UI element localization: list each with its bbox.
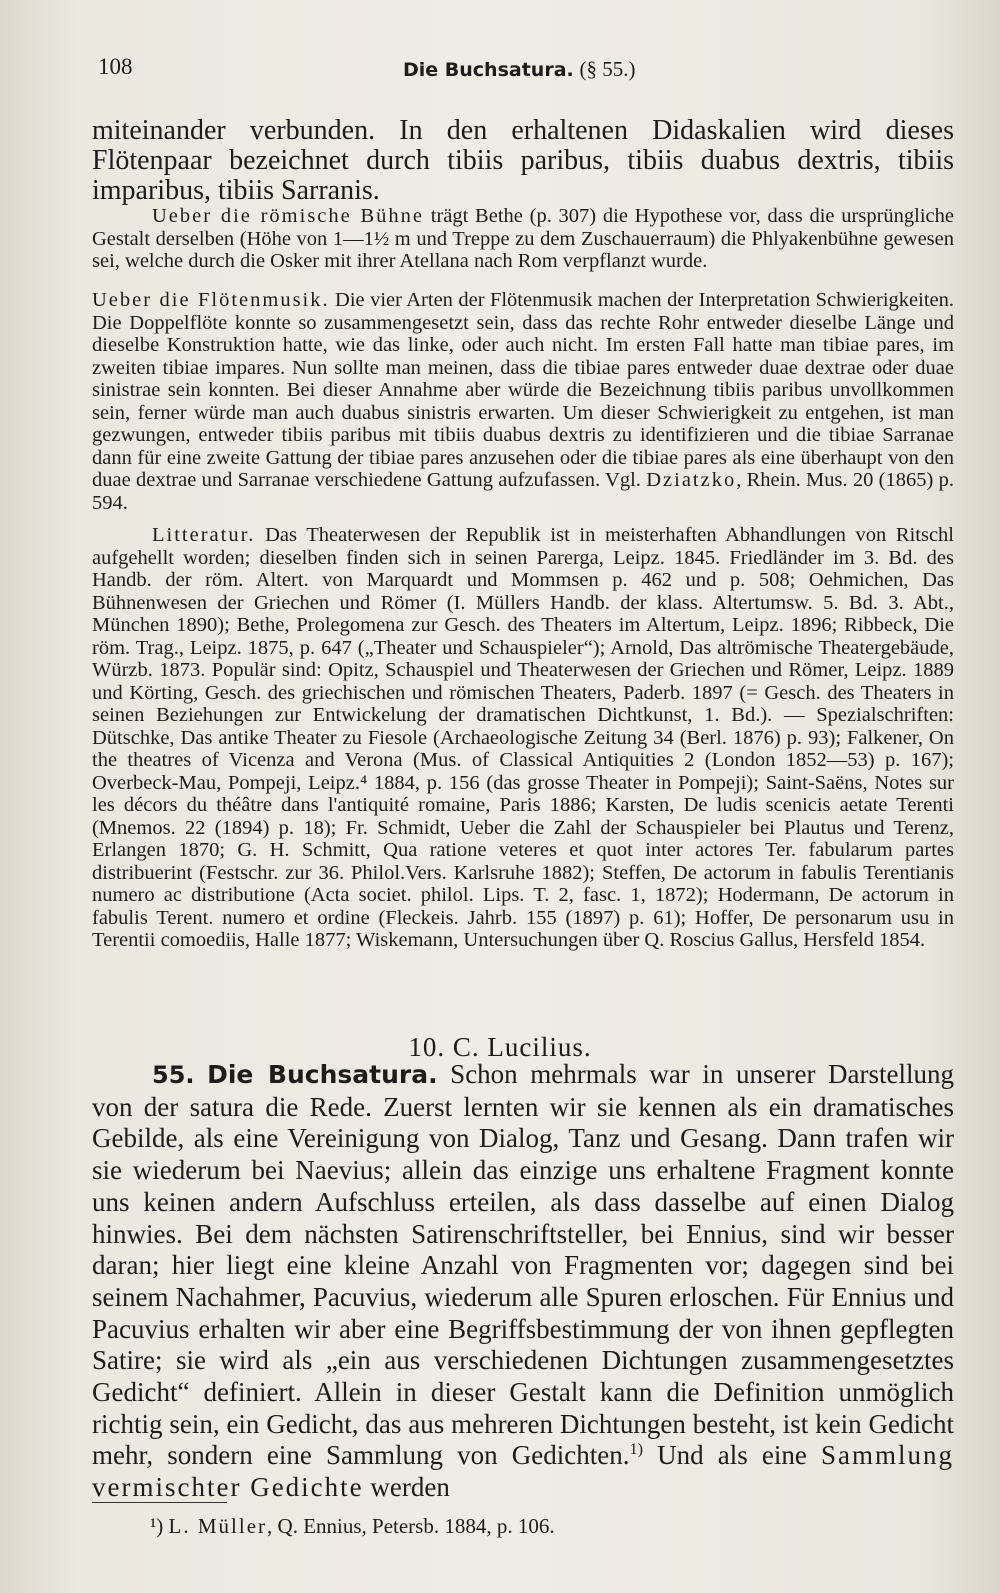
footnote-reference[interactable]: 1) — [629, 1440, 643, 1459]
section-text: Schon mehrmals war in unserer Darstellung von der satura die Rede. Zuerst lernten wir sie kennen als ein dramatisches Gebilde, als eine Vereinigung von Dialog, Tanz und Gesang. Dann trafen wir sie wiederum bei Naevius; allein das einzige uns erhaltene Fragment konnte uns keinen andern Aufschluss erteilen, als dass dasselbe auf einen Dialog hinwies. Bei dem nächsten Satirenschriftsteller, bei Ennius, sind wir besser daran; hier liegt eine kleine Anzahl von Fragmenten vor; dagegen sind bei seinem Nachahmer, Pacuvius, wiederum alle Spuren erloschen. Für Ennius und Pacuvius erhalten wir aber eine Begriffsbestimmung der von ihnen gepflegten Satire; sie wird als „ein aus verschiedenen Dichtungen zusammengesetztes Gedicht“ definiert. Allein in dieser Gestalt kann die Definition unmöglich richtig sein, ein Gedicht, das aus mehreren Dichtungen besteht, ist kein Gedicht mehr, sondern eine Sammlung von Gedichten. — [92, 1059, 954, 1471]
section-paragraph — [92, 1059, 954, 1504]
note-lead: Ueber die römische Bühne — [152, 205, 425, 227]
section-text-end: werden — [363, 1472, 450, 1503]
note-roman-stage — [92, 205, 954, 273]
note-tail: , Rhein. Mus. 20 (1865) p. 594. — [92, 469, 954, 514]
section-number: 55. — [152, 1061, 195, 1089]
note-flute-music — [92, 289, 954, 514]
running-section-ref: (§ 55.) — [579, 57, 636, 81]
running-header — [98, 54, 958, 88]
footnote-author: L. Müller — [168, 1514, 268, 1538]
footnote-text: , Q. Ennius, Petersb. 1884, p. 106. — [267, 1514, 555, 1538]
note-literature — [92, 524, 954, 952]
running-title — [403, 56, 635, 82]
section-text-tail: Und als eine — [642, 1440, 821, 1471]
body-paragraph-continued: miteinander verbunden. In den erhaltenen Didaskalien wird dieses Flötenpaar bezeichnet durch tibiis paribus, tibiis duabus dextris, tibiis imparibus, tibiis Sarranis. — [92, 115, 954, 206]
note-lead: Ueber die Flötenmusik. — [92, 289, 330, 311]
footnote-rule — [92, 1502, 227, 1503]
note-text: Die vier Arten der Flötenmusik machen der Interpretation Schwierigkeiten. Die Doppelflöte konnte so zusammengesetzt sein, dass das rechte Rohr entweder dieselbe Länge und dieselbe Konstruktion hatte, wie das linke, oder auch nicht. Im ersten Fall hatte man tibiae pares, im zweiten tibiae impares. Nun sollte man meinen, dass die tibiae pares entweder duae dextrae oder duae sinistrae sein konnten. Bei dieser Annahme aber würde die Bezeichnung tibiis paribus unvollkommen sein, ferner würde man auch duabus sinistris erwarten. Um dieser Schwierigkeit zu entgehen, ist man gezwungen, entweder tibiis paribus mit tibiis duabus dextris zu identifizieren und die tibiae Sarranae dann für eine zweite Gattung der tibiae pares anzusehen oder die tibiae pares als eine überhaupt von den duae dextrae und Sarranae verschiedene Gattung aufzufassen. Vgl. — [92, 289, 954, 491]
footnote — [150, 1514, 850, 1539]
footnote-mark: ¹) — [150, 1514, 164, 1538]
section-title: 10. C. Lucilius. — [408, 1032, 592, 1062]
note-text: trägt Bethe (p. 307) die Hypothese vor, dass die ursprüngliche Gestalt derselben (Höhe von 1—1½ m und Treppe zu dem Zuschauerraum) die Phlyakenbühne gewesen sei, welche durch die Osker mit ihrer Atellana nach Rom verpflanzt wurde. — [92, 205, 954, 272]
section-heading: Die Buchsatura. — [207, 1060, 438, 1089]
note-text: Das Theaterwesen der Republik ist in meisterhaften Abhandlungen von Ritschl aufgehellt worden; dieselben finden sich in seinen Parerga, Leipz. 1845. Friedländer im 3. Bd. des Handb. der röm. Altert. von Marquardt und Mommsen p. 462 und p. 508; Oehmichen, Das Bühnenwesen der Griechen und Römer (I. Müllers Handb. der klass. Altertumsw. 5. Bd. 3. Abt., München 1890); Bethe, Prolegomena zur Gesch. des Theaters im Altertum, Leipz. 1896; Ribbeck, Die röm. Trag., Leipz. 1875, p. 647 („Theater und Schauspieler“); Arnold, Das altrömische Theatergebäude, Würzb. 1873. Populär sind: Opitz, Schauspiel und Theaterwesen der Griechen und Römer, Leipz. 1889 und Körting, Gesch. des griechischen und römischen Theaters, Paderb. 1897 (= Gesch. des Theaters in seinen Beziehungen zur Entwickelung der dramatischen Dichtkunst, 1. Bd.). — Spezialschriften: Dütschke, Das antike Theater zu Fiesole (Archaeologische Zeitung 34 (Berl. 1876) p. 93); Falkener, On the theatres of Vicenza and Verona (Mus. of Classical Antiquities 2 (London 1852—53) p. 167); Overbeck-Mau, Pompeji, Leipz.⁴ 1884, p. 156 (das grosse Theater in Pompeji); Saint-Saëns, Notes sur les décors du théâtre dans l'antiquité romaine, Paris 1886; Karsten, De ludis scenicis aetate Terenti (Mnemos. 22 (1894) p. 18); Fr. Schmidt, Ueber die Zahl der Schauspieler bei Plautus und Terenz, Erlangen 1870; G. H. Schmitt, Qua ratione veteres et quot inter actores Ter. fabularum partes distribuerint (Festschr. zur 36. Philol.Vers. Karlsruhe 1882); Steffen, De actorum in fabulis Terentianis numero ac distributione (Acta societ. philol. Lips. T. 2, fasc. 1, 1872); Hodermann, De actorum in fabulis Terent. numero et ordine (Fleckeis. Jahrb. 155 (1897) p. 61); Hoffer, De personarum usu in Terentii comoediis, Halle 1877; Wiskemann, Untersuchungen über Q. Roscius Gallus, Hersfeld 1854. — [92, 524, 954, 951]
running-title-text: Die Buchsatura. — [403, 59, 574, 81]
note-lead: Litteratur. — [152, 524, 256, 546]
spaced-emphasis: Sammlung vermischter Gedichte — [92, 1440, 954, 1503]
note-author: Dziatzko — [646, 469, 737, 491]
page-number: 108 — [98, 54, 133, 79]
